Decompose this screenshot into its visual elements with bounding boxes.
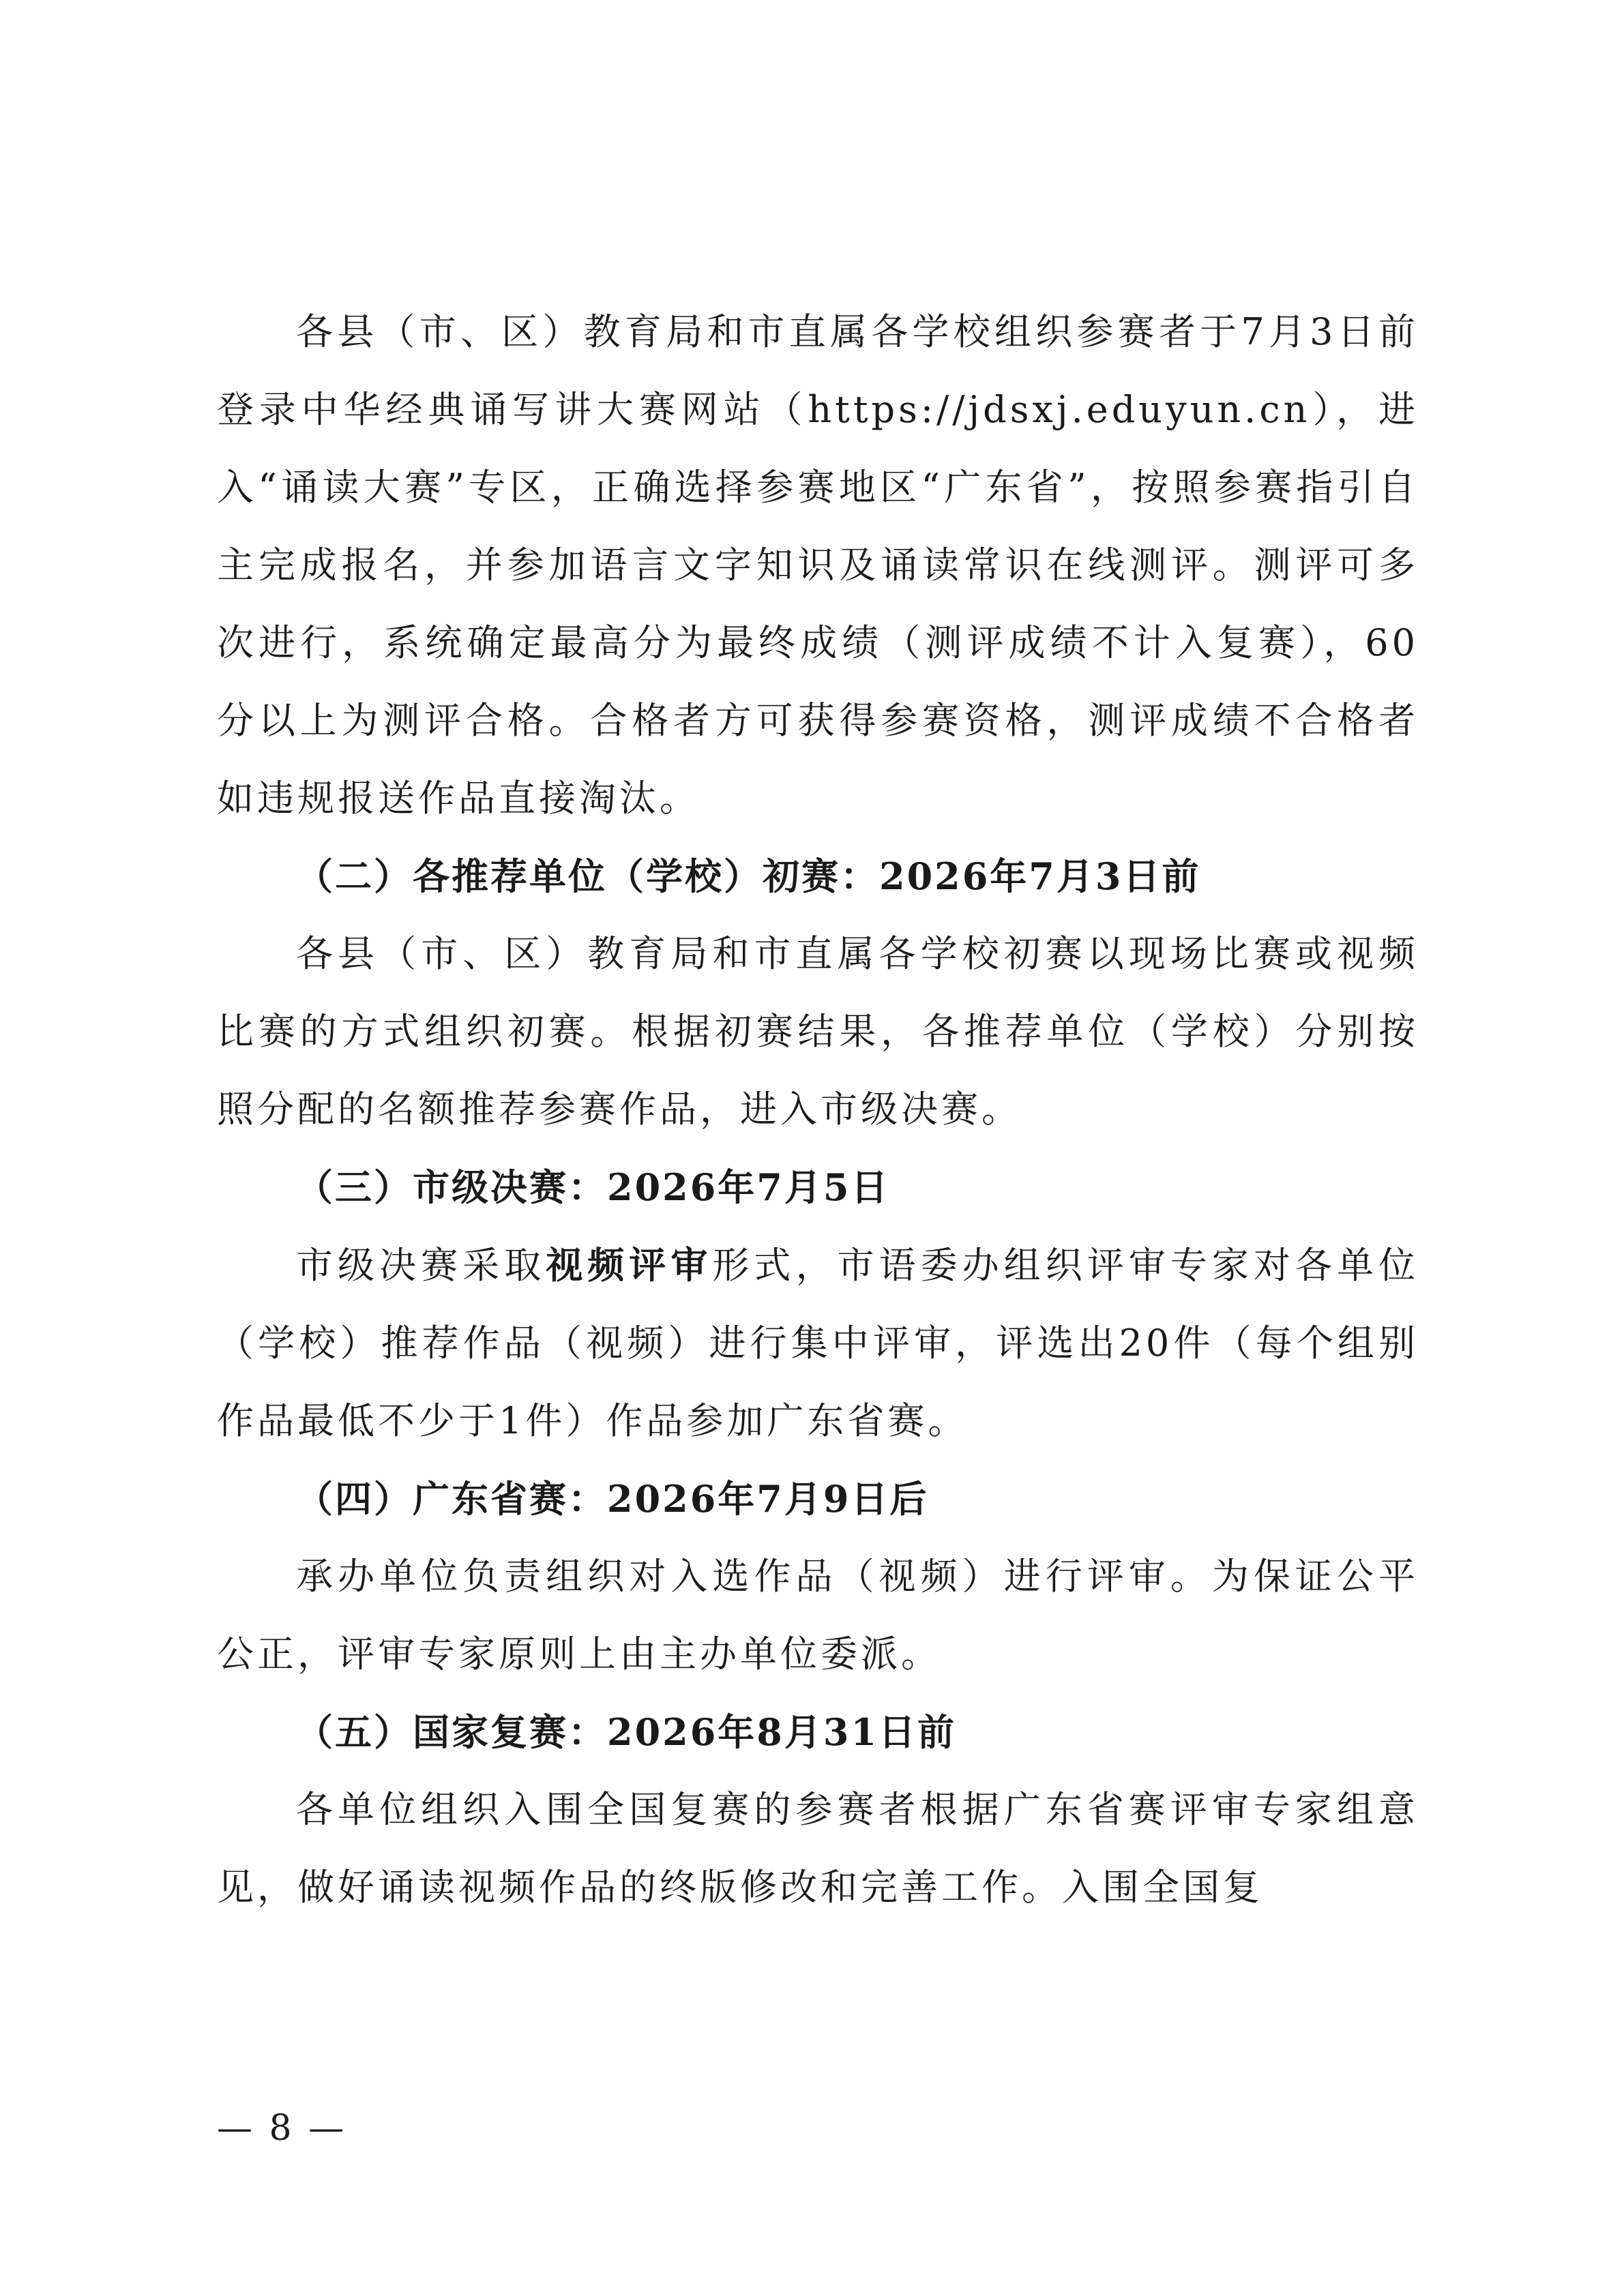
page-number: — 8 —: [217, 2108, 347, 2149]
heading-province: （四）广东省赛：2026年7月9日后: [296, 1477, 929, 1521]
paragraph-registration: 各县（市、区）教育局和市直属各学校组织参赛者于7月3日前登录中华经典诵写讲大赛网站（https://jdsxj.eduyun.cn），进入“诵读大赛”专区，正确选择参赛地区“广东省”，按照参赛指引自主完成报名，并参加语言文字知识及诵读常识在线测评。测评可多次进行，系统确定最高分为最终成绩（测评成绩不计入复赛），60分以上为测评合格。合格者方可获得参赛资格，测评成绩不合格者如违规报送作品直接淘汰。: [217, 310, 1419, 820]
document-body: [217, 293, 1419, 1926]
paragraph-city-final-bold: 视频评审: [546, 1243, 713, 1287]
paragraph-province: 承办单位负责组织对入选作品（视频）进行评审。为保证公平公正，评审专家原则上由主办单位委派。: [217, 1555, 1419, 1675]
paragraph-city-final: [217, 1226, 1419, 1460]
heading-preliminary: （二）各推荐单位（学校）初赛：2026年7月3日前: [296, 854, 1201, 898]
heading-national: （五）国家复赛：2026年8月31日前: [296, 1710, 957, 1754]
paragraph-city-final-before: 市级决赛采取: [296, 1244, 546, 1287]
paragraph-national: 各单位组织入围全国复赛的参赛者根据广东省赛评审专家组意见，做好诵读视频作品的终版修改和完善工作。入围全国复: [217, 1788, 1419, 1909]
paragraph-city-final-after: 形式，市语委办组织评审专家对各单位（学校）推荐作品（视频）进行集中评审，评选出20件（每个组别作品最低不少于1件）作品参加广东省赛。: [217, 1244, 1419, 1442]
heading-city-final: （三）市级决赛：2026年7月5日: [296, 1165, 890, 1209]
paragraph-preliminary: 各县（市、区）教育局和市直属各学校初赛以现场比赛或视频比赛的方式组织初赛。根据初赛结果，各推荐单位（学校）分别按照分配的名额推荐参赛作品，进入市级决赛。: [217, 932, 1419, 1131]
